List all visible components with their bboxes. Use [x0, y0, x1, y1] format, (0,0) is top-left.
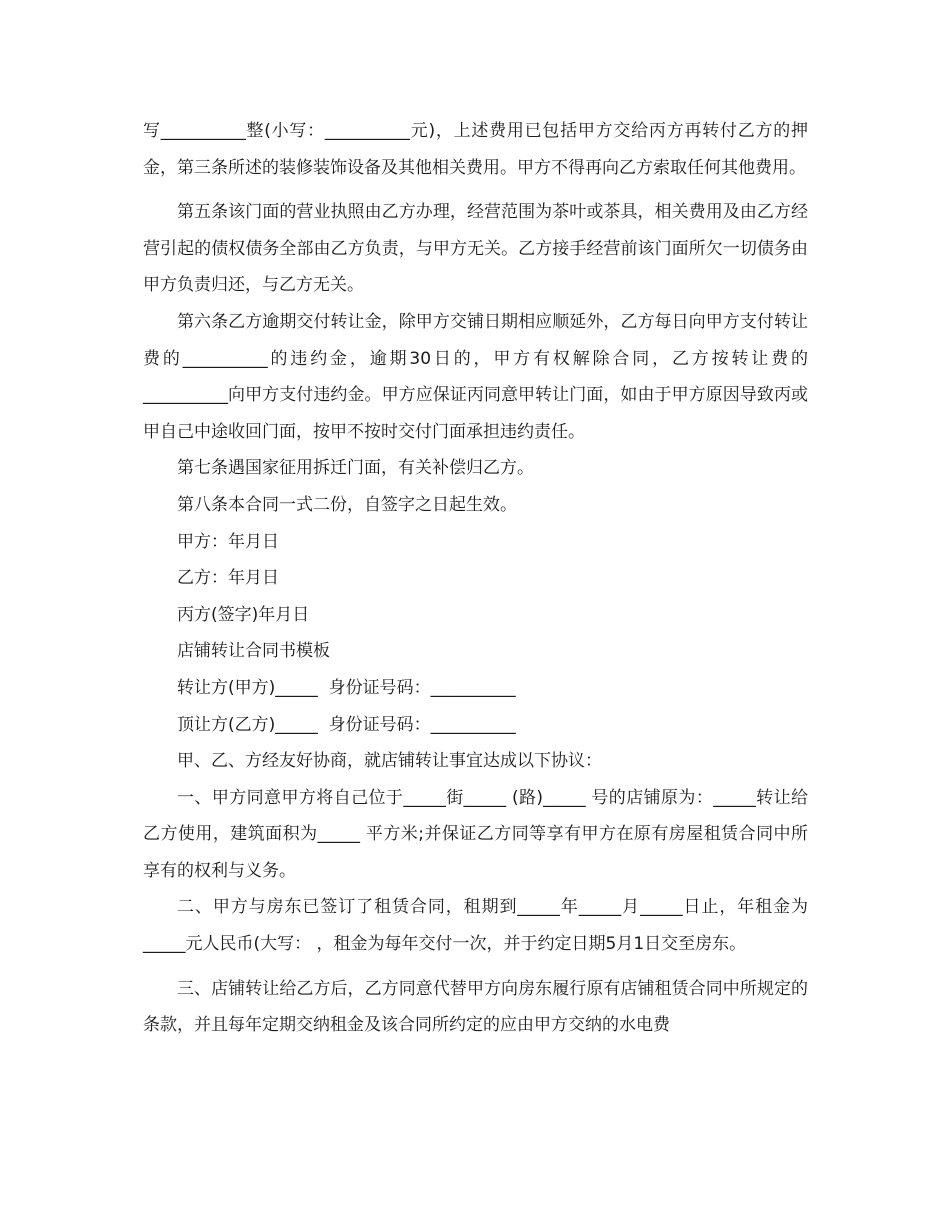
paragraph-article-7: 第七条遇国家征用拆迁门面，有关补偿归乙方。 [177, 458, 534, 479]
document-body [143, 113, 808, 1044]
paragraph-article-8: 第八条本合同一式二份，自签字之日起生效。 [177, 494, 517, 515]
transferee-line: 顶让方(乙方)_____ 身份证号码：__________ [177, 714, 516, 735]
transferor-line: 转让方(甲方)_____ 身份证号码：__________ [177, 677, 516, 698]
template-title: 店铺转让合同书模板 [177, 641, 330, 662]
signature-party-a: 甲方：年月日 [177, 531, 279, 552]
agreement-intro: 甲、乙、方经友好协商，就店铺转让事宜达成以下协议： [177, 751, 602, 772]
signature-party-b: 乙方：年月日 [177, 568, 279, 589]
paragraph-fee-summary: 写__________整(小写：__________元)，上述费用已包括甲方交给丙方再转付乙方的押金，第三条所述的装修装饰设备及其他相关费用。甲方不得再向乙方索取任何其他费用。 [143, 121, 808, 178]
paragraph-article-5: 第五条该门面的营业执照由乙方办理，经营范围为茶叶或茶具，相关费用及由乙方经营引起的债权债务全部由乙方负责，与甲方无关。乙方接手经营前该门面所欠一切债务由甲方负责归还，与乙方无关。 [143, 202, 808, 296]
clause-1: 一、甲方同意甲方将自己位于_____街_____ (路)_____ 号的店铺原为：_____转让给乙方使用，建筑面积为_____ 平方米;并保证乙方同等享有甲方在原有房屋租赁合同中所享有的权利与义务。 [143, 787, 808, 881]
paragraph-article-6: 第六条乙方逾期交付转让金，除甲方交铺日期相应顺延外，乙方每日向甲方支付转让费的__________的违约金，逾期30日的，甲方有权解除合同，乙方按转让费的__________向甲方支付违约金。甲方应保证丙同意甲转让门面，如由于甲方原因导致丙或甲自己中途收回门面，按甲不按时交付门面承担违约责任。 [143, 311, 808, 442]
clause-2: 二、甲方与房东已签订了租赁合同，租期到_____年_____月_____日止，年租金为_____元人民币(大写： ，租金为每年交付一次，并于约定日期5月1日交至房东。 [143, 897, 808, 955]
clause-3: 三、店铺转让给乙方后，乙方同意代替甲方向房东履行原有店铺租赁合同中所规定的条款，并且每年定期交纳租金及该合同所约定的应由甲方交纳的水电费 [143, 978, 808, 1036]
signature-party-c: 丙方(签字)年月日 [177, 604, 310, 625]
